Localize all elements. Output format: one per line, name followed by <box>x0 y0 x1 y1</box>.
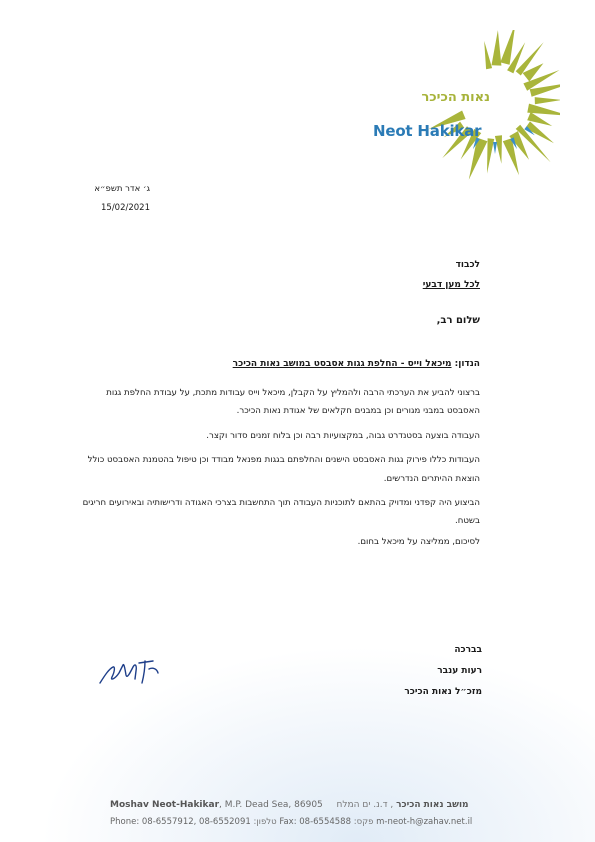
footer-address-he: , ד.נ. ים המלח <box>336 800 394 810</box>
sun-ray <box>495 135 502 163</box>
hebrew-date: ג׳ אדר תשפ״א <box>94 184 150 194</box>
sun-ray <box>492 30 502 66</box>
footer-address-line <box>110 800 540 810</box>
summary-line: לסיכום, ממליצה על מיכאל בחום. <box>357 537 480 547</box>
signer-title: מזכ״ל נאות הכיכר <box>404 687 482 697</box>
greeting: שלום רב, <box>436 315 480 326</box>
salutation: לכבוד <box>455 260 480 270</box>
gregorian-date: 15/02/2021 <box>101 203 150 213</box>
recipient-block <box>180 255 480 295</box>
neot-hakikar-logo <box>370 30 560 190</box>
recipient-org: לכל מען דבעי <box>422 280 480 290</box>
logo-hebrew-text: נאות הכיכר <box>421 90 490 105</box>
subject-text: מיכאל וייס - החלפת גגות אסבסט במושב נאות הכיכר <box>232 359 452 369</box>
signer-name: רעות ענבר <box>437 666 482 676</box>
closing-word: בברכה <box>454 645 482 655</box>
body-paragraph: העבודה בוצעה בסטנדרט גבוה, במקצועיות רבה וכן בלוח זמנים סדור וקצר. <box>206 430 480 441</box>
footer-fax-he: פקס: <box>353 817 374 827</box>
letter-body <box>80 384 480 537</box>
footer-phone-he: טלפון: <box>253 817 277 827</box>
body-paragraph: העבודות כללו פירוק גגות האסבסט הישנים והחלפתם בגגות מפנאל מבודד וכן טיפול בהטמנת האסבסט כולל הוצאת ההיתרים הנדרשים. <box>87 455 480 484</box>
logo-english-text: Neot Hakikar <box>373 122 482 140</box>
footer-email[interactable]: m-neot-h@zahav.net.il <box>376 817 473 827</box>
footer-name-he: מושב נאות הכיכר <box>396 800 469 810</box>
signoff-block <box>282 640 482 703</box>
footer-fax-en: Fax: 08-6554588 <box>279 817 351 827</box>
sun-ray <box>484 41 492 69</box>
footer-address-en: , M.P. Dead Sea, 86905 <box>219 800 323 810</box>
body-paragraph: ברצוני להביע את הערכתי הרבה ולהמליץ על הקבלן, מיכאל וייס עבודות מתכת, על עבודת החלפת גגות האסבסט במבני מגורים וכן במבנים חקלאים של אגודת נאות הכיכר. <box>106 388 480 417</box>
footer-contact-line <box>110 817 540 827</box>
sun-logo-icon <box>370 30 560 190</box>
body-paragraph: הביצוע היה קפדני ומדויק בהתאם לתוכניות העבודה תוך התחשבות בצרכי האגודה ודרישותיה ובאירועים חריגים בשטח. <box>82 498 480 527</box>
sun-ray-accent <box>493 142 497 154</box>
footer-name-en: Moshav Neot-Hakikar <box>110 800 220 810</box>
subject-label: הנדון: <box>454 359 480 369</box>
sun-ray <box>500 30 515 65</box>
subject-line <box>60 359 480 369</box>
sun-ray <box>487 138 494 173</box>
date-block <box>60 180 150 218</box>
sun-ray <box>535 97 560 104</box>
footer-phone-en: Phone: 08-6557912, 08-6552091 <box>110 817 251 827</box>
handwritten-signature <box>95 655 165 690</box>
